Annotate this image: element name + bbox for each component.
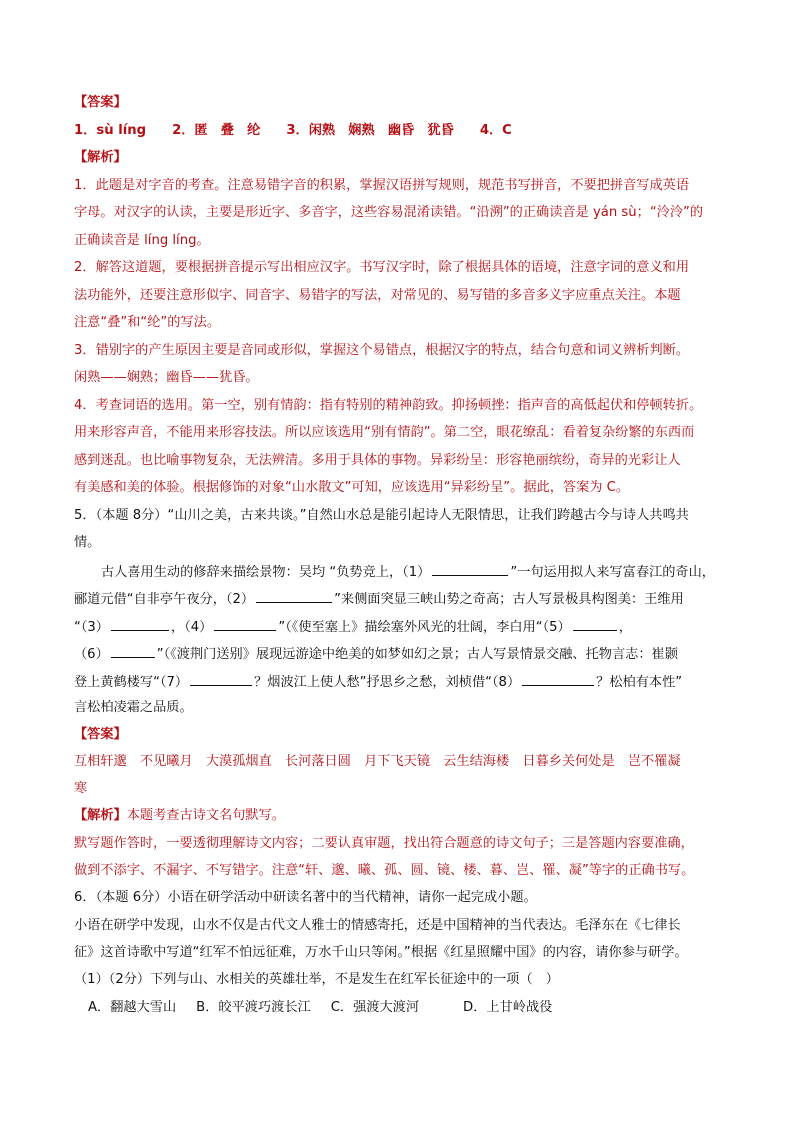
q5-fill-line: 言松柏凌霜之品质。 <box>74 700 193 715</box>
q5-text: （6） <box>74 647 109 662</box>
answer-2-line: 互相轩邈 不见曦月 大漠孤烟直 长河落日圆 月下飞天镜 云生结海楼 日暮乡关何处是 岂不罹凝 <box>74 754 681 769</box>
option-d[interactable]: D．上甘岭战役 <box>463 1000 553 1015</box>
analysis-2-first-line <box>74 806 285 826</box>
q5-text: ？烟波江上使人愁”抒思乡之愁，刘桢借“（8） <box>254 675 521 690</box>
analysis-line: 有美感和美的体验。根据修饰的对象“山水散文”可知，应该选用“异彩纷呈”。据此，答案为 C。 <box>74 480 630 495</box>
q5-text: ？松柏有本性” <box>596 675 683 690</box>
analysis-line: 法功能外，还要注意形似字、同音字、易错字的写法，对常见的、易写错的多音多义字应重点关注。本题 <box>74 288 681 303</box>
analysis-heading-2: 【解析】 <box>74 808 127 823</box>
blank-1[interactable] <box>432 561 508 576</box>
q5-text: “（3） <box>74 620 109 635</box>
q5-text: 郦道元借“自非亭午夜分，（2） <box>74 592 255 607</box>
question-5-stem: 情。 <box>74 535 101 550</box>
question-6-intro: 征》这首诗歌中写道“红军不怕远征难，万水千山只等闲。”根据《红星照耀中国》的内容，请你参与研学。 <box>74 945 688 960</box>
question-6-options <box>88 998 572 1018</box>
q5-text: ”一句运用拟人来写富春江的奇山， <box>510 565 715 580</box>
analysis-line: 注意“叠”和“纶”的写法。 <box>74 315 221 330</box>
q5-text: 古人喜用生动的修辞来描绘景物：吴均 “负势竞上，（1） <box>101 565 431 580</box>
analysis-2-line: 默写题作答时，一要透彻理解诗文内容；二要认真审题，找出符合题意的诗文句子；三是答题内容要准确， <box>74 836 694 851</box>
q5-text: ”（《使至塞上》描绘塞外风光的壮阔，李白用“（5） <box>278 620 571 635</box>
answer-item: 2．匿 叠 纶 <box>172 123 261 138</box>
analysis-line: 字母。对汉字的认读，主要是形近字、多音字，这些容易混淆读错。“沿溯”的正确读音是 yán sù；“泠泠”的 <box>74 205 704 220</box>
analysis-2-line: 做到不添字、不漏字、不写错字。注意“轩、邈、曦、孤、圆、镜、楼、暮、岂、罹、凝”等字的正确书写。 <box>74 863 695 878</box>
q5-fill-line <box>74 588 684 610</box>
option-c[interactable]: C．强渡大渡河 <box>330 1000 420 1015</box>
answer-2-line: 寒 <box>74 781 88 796</box>
question-5-stem: 5．（本题 8分）“山川之美，古来共谈。”自然山水总是能引起诗人无限情思，让我们跨越古今与诗人共鸣共 <box>74 508 689 523</box>
q5-text: ”来侧面突显三峡山势之奇高；古人写景极具构图美：王维用 <box>334 592 684 607</box>
blank-2[interactable] <box>256 588 332 603</box>
q5-fill-line <box>74 616 632 638</box>
analysis-line: 用来形容声音，不能用来形容技法。所以应该选用“别有情韵”。第二空，眼花缭乱：看着复杂纷繁的东西而 <box>74 425 695 440</box>
answer-item: 1．sù líng <box>74 123 147 138</box>
q5-fill-line <box>101 561 715 583</box>
answer-heading-2: 【答案】 <box>74 727 127 742</box>
q5-text: ，（4） <box>171 620 213 635</box>
blank-8[interactable] <box>522 671 594 686</box>
question-6-intro: 小语在研学中发现，山水不仅是古代文人雅士的情感寄托，还是中国精神的当代表达。毛泽东在《七律长 <box>74 918 681 933</box>
blank-5[interactable] <box>573 616 617 631</box>
analysis-line: 感到迷乱。也比喻事物复杂，无法辨清。多用于具体的事物。异彩纷呈：形容艳丽缤纷，奇异的光彩让人 <box>74 453 681 468</box>
blank-3[interactable] <box>111 616 169 631</box>
option-a[interactable]: A．翻越大雪山 <box>88 1000 177 1015</box>
q5-text: ， <box>618 620 632 635</box>
q5-text: ”（《渡荆门送别》展现远游途中绝美的如梦如幻之景；古人写景情景交融、托物言志：崔颢 <box>156 647 678 662</box>
blank-6[interactable] <box>111 643 155 658</box>
blank-7[interactable] <box>190 671 252 686</box>
blank-4[interactable] <box>214 616 276 631</box>
q5-fill-line <box>74 643 678 665</box>
analysis-line: 正确读音是 líng líng。 <box>74 233 210 248</box>
analysis-line: 1．此题是对字音的考查。注意易错字音的积累，掌握汉语拼写规则，规范书写拼音，不要把拼音写成英语 <box>74 178 690 193</box>
analysis-line: 2．解答这道题，要根据拼音提示写出相应汉字。书写汉字时，除了根据具体的语境，注意字词的意义和用 <box>74 260 690 275</box>
question-6-stem: 6．（本题 6分）小语在研学活动中研读名著中的当代精神，请你一起完成小题。 <box>74 890 537 905</box>
answer-item: 4．C <box>479 123 512 138</box>
answer-heading: 【答案】 <box>74 95 127 110</box>
analysis-line: 4．考查词语的选用。第一空，别有情韵：指有特别的精神韵致。抑扬顿挫：指声音的高低起伏和停顿转折。 <box>74 398 703 413</box>
q5-fill-line <box>74 671 682 693</box>
question-6-sub1: （1）（2分）下列与山、水相关的英雄壮举，不是发生在红军长征途中的一项（ ） <box>74 972 559 987</box>
option-b[interactable]: B．皎平渡巧渡长江 <box>196 1000 311 1015</box>
answer-line <box>74 121 512 141</box>
analysis-2-text: 本题考查古诗文名句默写。 <box>126 808 285 823</box>
analysis-heading: 【解析】 <box>74 150 127 165</box>
analysis-line: 3．错别字的产生原因主要是音同或形似，掌握这个易错点，根据汉字的特点，结合句意和词义辨析判断。 <box>74 343 690 358</box>
analysis-line: 闲熟——娴熟；幽昏——犹昏。 <box>74 370 259 385</box>
q5-text: 登上黄鹤楼写“（7） <box>74 675 189 690</box>
answer-item: 3．闲熟 娴熟 幽昏 犹昏 <box>286 123 454 138</box>
